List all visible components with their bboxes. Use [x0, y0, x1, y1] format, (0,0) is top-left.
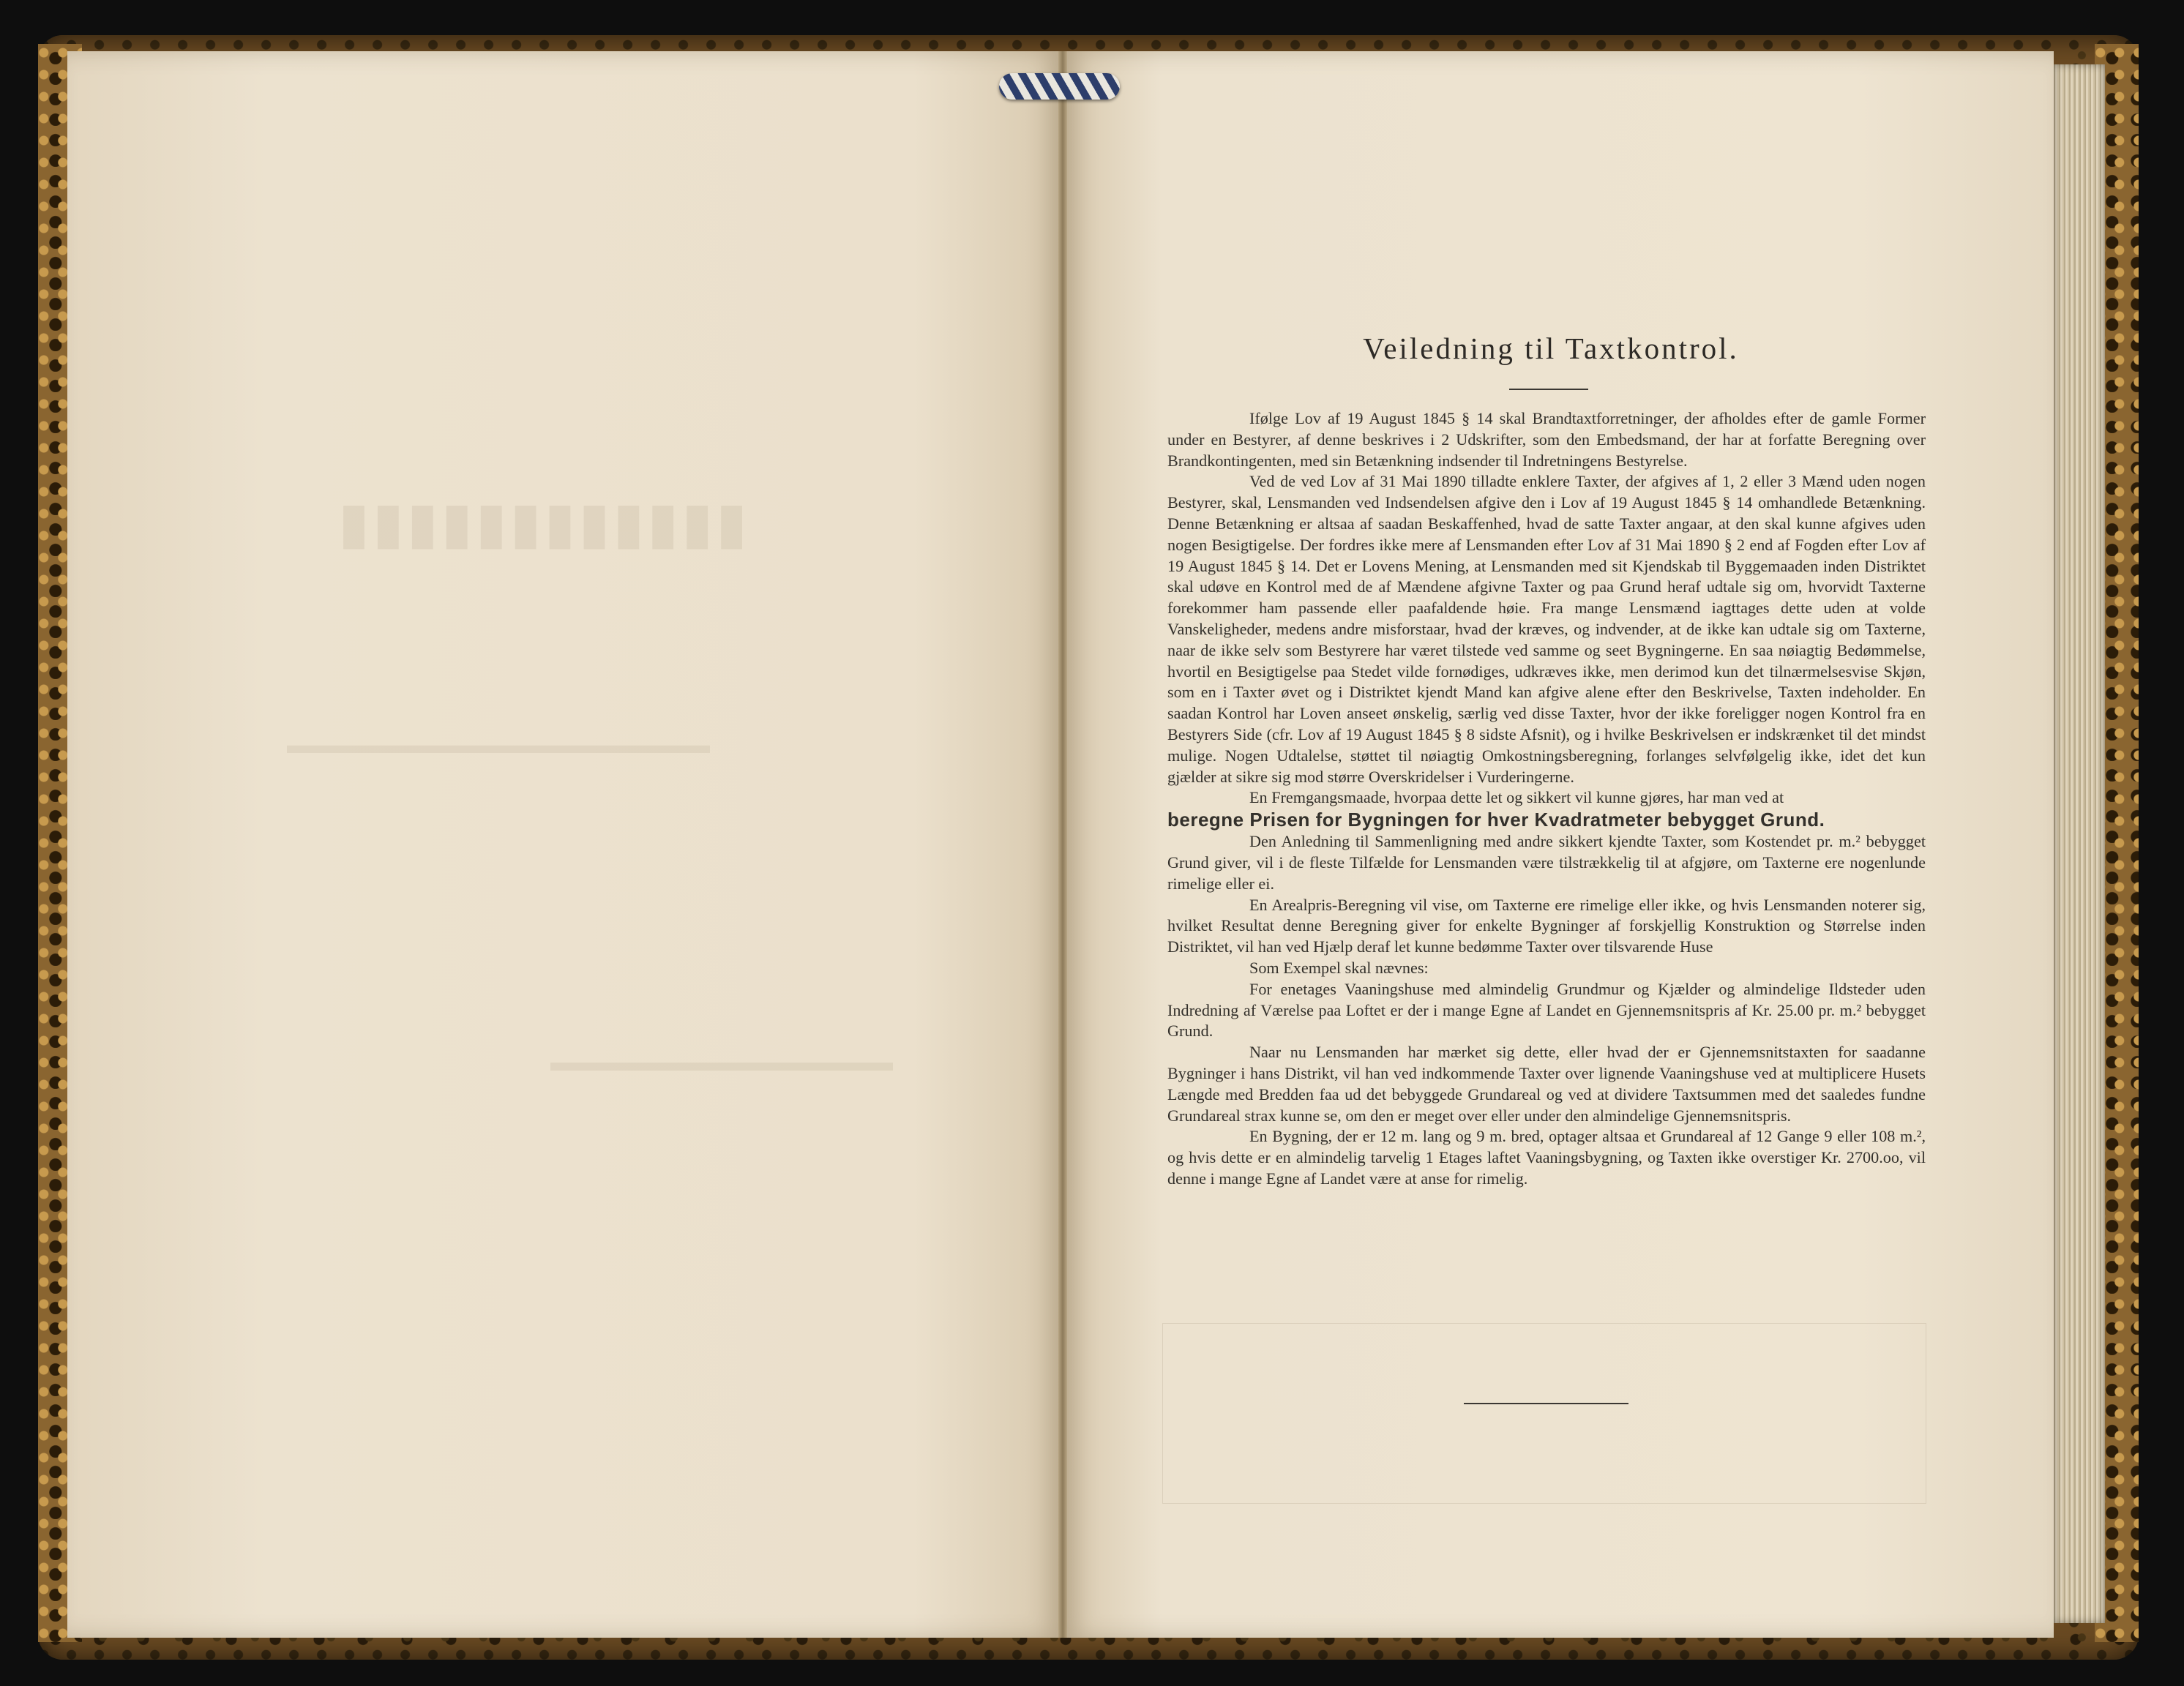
bleed-through-table [1162, 1323, 1926, 1504]
page-title: Veiledning til Taxtkontrol. [1363, 331, 1739, 365]
bleed-through-line: ▬▬▬▬▬▬▬▬▬▬▬▬▬ [550, 1047, 893, 1076]
left-page [67, 51, 1063, 1638]
paragraph: En Bygning, der er 12 m. lang og 9 m. bred, optager altsaa et Grundareal af 12 Gange 9 eller 108 m.², og hvis dette er en almindelig tarvelig 1 Etages laftet Vaaningsbygning, og Taxten ikke overstiger Kr. 2700.oo, vil denne i mange Egne af Landet være at anse for rimelig. [1167, 1127, 1926, 1188]
paragraph: Den Anledning til Sammenligning med andre sikkert kjendte Taxter, som Kostendet pr. m.² bebygget Grund giver, vil i de fleste Tilfælde for Lensmanden være tilstrækkelig til at afgjøre, om Taxterne ere nogenlunde rimelige eller ei. [1167, 832, 1926, 893]
bleed-through-line: ▬▬▬▬▬▬▬▬▬▬▬▬▬▬▬▬▬ [287, 732, 710, 759]
end-divider [1464, 1403, 1628, 1404]
paragraph: Ifølge Lov af 19 August 1845 § 14 skal Brandtaxtforretninger, der afholdes efter de gamle Former under en Bestyrer, af denne beskrives i 2 Udskrifter, som den Embedsmand, der har at forfatte Beregning over Brandkontingenten, med sin Betænkning indsender til Indretningens Bestyrelse. [1167, 409, 1926, 470]
paragraph: Ved de ved Lov af 31 Mai 1890 tilladte enklere Taxter, der afgives af 1, 2 eller 3 Mænd uden nogen Bestyrer, skal, Lensmanden ved Indsendelsen afgive den i Lov af 19 August 1845 § 14 omhandlede Betænkning. Denne Betænkning er altsaa af saadan Beskaffenhed, hvad de satte Taxter angaar, at den skal kunne afgives uden nogen Besigtigelse. Der fordres ikke mere af Lensmanden efter Lov af 31 Mai 1890 § 2 end af Fogden efter Lov af 19 August 1845 § 14. Det er Lovens Mening, at Lensmanden med sit Kjendskab til Byggemaaden inden Distriktet skal udøve en Kontrol med de af Mændene afgivne Taxter og paa Grund heraf udtale sig om, hvorvidt Taxterne forekommer ham passende eller paafaldende høie. Fra mange Lensmænd iagttages dette uden at volde Vanskeligheder, medens andre misforstaar, hvad der kræves, og indvender, at de ikke kan udtale sig om Taxterne, naar de ikke selv som Bestyrere har været tilstede ved samme og seet Bygningerne. En saa nøiagtig Bedømmelse, hvortil en Besigtigelse paa Stedet vilde fornødiges, udkræves ikke, men derimod kun det tilnærmelsesvise Skjøn, som en i Taxter øvet og i Distriktet kjendt Mand kan afgive alene efter den Beskrivelse, Taxten indeholder. En saadan Kontrol har Loven anseet ønskelig, særlig ved disse Taxter, hvor der ikke foreligger nogen Kontrol fra en Bestyrers Side (cfr. Lov af 19 August 1845 § 8 sidste Afsnit), og i hvilke Beskrivelsen er indskrænket til det mindst mulige. Nogen Udtalelse, støttet til nøiagtig Omkostningsberegning, forlanges selvfølgelig ikke, idet det kun gjælder at sikre sig mod større Overskridelser i Vurderingerne. [1167, 472, 1926, 786]
emphasized-rule: beregne Prisen for Bygningen for hver Kvadratmeter bebygget Grund. [1167, 809, 1825, 831]
page-edges [2054, 64, 2105, 1623]
bleed-through-heading: ▮▮▮▮▮▮▮▮▮▮▮▮ [338, 491, 751, 555]
title-divider [1509, 389, 1588, 390]
book-gutter [1058, 51, 1067, 1638]
paragraph: Som Exempel skal nævnes: [1249, 958, 1429, 977]
paragraph: For enetages Vaaningshuse med almindelig Grundmur og Kjælder og almindelige Ildsteder uden Indredning af Værelse paa Loftet er der i mange Egne af Landet en Gjennemsnitspris af Kr. 25.00 pr. m.² bebygget Grund. [1167, 979, 1926, 1041]
paragraph: Naar nu Lensmanden har mærket sig dette, eller hvad der er Gjennemsnitstaxten for saadanne Bygninger i hans Distrikt, vil han ved indkommende Taxter over lignende Vaaningshuse ved at multiplicere Husets Længde med Bredden faa ud det bebyggede Grundareal og ved at dividere Taxtsummen med det saaledes fundne Grundareal strax kunne se, om den er meget over eller under den almindelige Gjennemsnitspris. [1167, 1043, 1926, 1125]
paragraph: En Fremgangsmaade, hvorpaa dette let og sikkert vil kunne gjøres, har man ved at [1249, 788, 1784, 807]
paragraph: En Arealpris-Beregning vil vise, om Taxterne ere rimelige eller ikke, og hvis Lensmanden noterer sig, hvilket Resultat denne Beregning giver for enkelte Bygninger af forskjellig Konstruktion og Størrelse inden Distriktet, vil han ved Hjælp deraf let kunne bedømme Taxter over tilsvarende Huse [1167, 895, 1926, 956]
instructions-text [1167, 408, 1926, 1190]
binding-thread [999, 73, 1120, 100]
